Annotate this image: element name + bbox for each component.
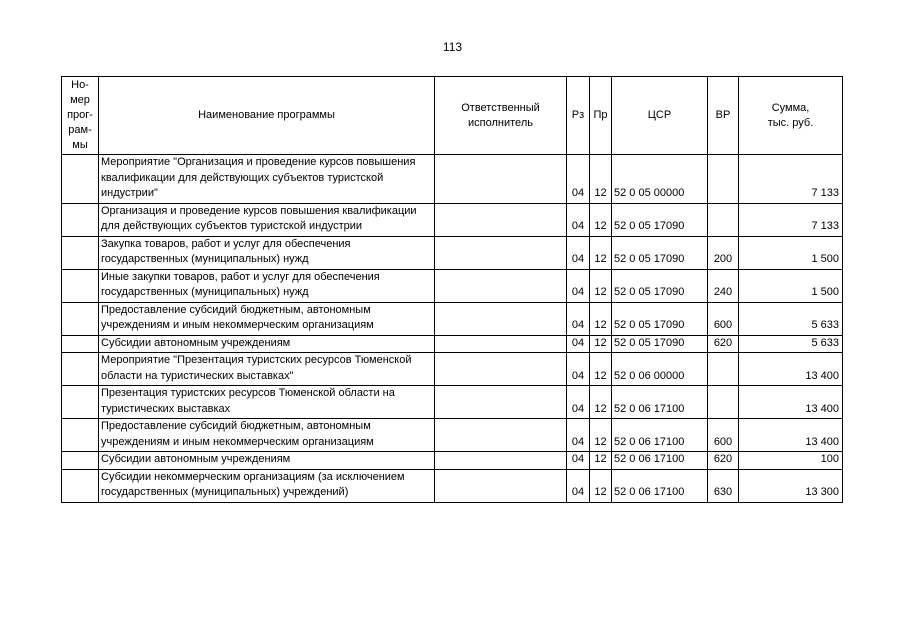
cell-executor bbox=[435, 452, 567, 470]
cell-rz: 04 bbox=[567, 386, 590, 419]
cell-name: Мероприятие "Презентация туристских ресурсов Тюменской области на туристических выставках" bbox=[99, 353, 435, 386]
table-row bbox=[62, 155, 843, 204]
cell-sum: 13 400 bbox=[739, 353, 843, 386]
cell-rz: 04 bbox=[567, 269, 590, 302]
cell-rz: 04 bbox=[567, 469, 590, 502]
header-pr: Пр bbox=[590, 77, 612, 155]
cell-csr: 52 0 05 17090 bbox=[612, 302, 708, 335]
cell-vr: 600 bbox=[708, 419, 739, 452]
cell-number bbox=[62, 386, 99, 419]
cell-csr: 52 0 05 17090 bbox=[612, 236, 708, 269]
cell-pr: 12 bbox=[590, 302, 612, 335]
cell-rz: 04 bbox=[567, 203, 590, 236]
cell-vr: 240 bbox=[708, 269, 739, 302]
cell-sum: 7 133 bbox=[739, 203, 843, 236]
cell-csr: 52 0 06 17100 bbox=[612, 452, 708, 470]
cell-rz: 04 bbox=[567, 302, 590, 335]
header-executor: Ответственный исполнитель bbox=[435, 77, 567, 155]
cell-sum: 1 500 bbox=[739, 236, 843, 269]
cell-number bbox=[62, 469, 99, 502]
cell-vr: 200 bbox=[708, 236, 739, 269]
cell-csr: 52 0 06 17100 bbox=[612, 469, 708, 502]
cell-executor bbox=[435, 469, 567, 502]
cell-name: Иные закупки товаров, работ и услуг для обеспечения государственных (муниципальных) нужд bbox=[99, 269, 435, 302]
cell-executor bbox=[435, 335, 567, 353]
cell-pr: 12 bbox=[590, 353, 612, 386]
cell-number bbox=[62, 269, 99, 302]
header-row bbox=[62, 77, 843, 155]
cell-sum: 5 633 bbox=[739, 302, 843, 335]
cell-pr: 12 bbox=[590, 236, 612, 269]
cell-executor bbox=[435, 419, 567, 452]
cell-sum: 13 400 bbox=[739, 386, 843, 419]
budget-table bbox=[61, 76, 843, 503]
cell-pr: 12 bbox=[590, 155, 612, 204]
cell-name: Субсидии автономным учреждениям bbox=[99, 452, 435, 470]
table-row bbox=[62, 203, 843, 236]
cell-sum: 7 133 bbox=[739, 155, 843, 204]
cell-vr: 620 bbox=[708, 335, 739, 353]
header-csr: ЦСР bbox=[612, 77, 708, 155]
cell-name: Предоставление субсидий бюджетным, автономным учреждениям и иным некоммерческим организациям bbox=[99, 419, 435, 452]
cell-executor bbox=[435, 353, 567, 386]
cell-number bbox=[62, 236, 99, 269]
table-row bbox=[62, 269, 843, 302]
cell-number bbox=[62, 203, 99, 236]
cell-executor bbox=[435, 236, 567, 269]
cell-pr: 12 bbox=[590, 386, 612, 419]
cell-vr: 630 bbox=[708, 469, 739, 502]
cell-pr: 12 bbox=[590, 335, 612, 353]
cell-vr: 600 bbox=[708, 302, 739, 335]
cell-rz: 04 bbox=[567, 155, 590, 204]
cell-sum: 100 bbox=[739, 452, 843, 470]
cell-sum: 5 633 bbox=[739, 335, 843, 353]
table-row bbox=[62, 236, 843, 269]
cell-rz: 04 bbox=[567, 335, 590, 353]
cell-name: Предоставление субсидий бюджетным, автономным учреждениям и иным некоммерческим организациям bbox=[99, 302, 435, 335]
header-number: Но- мер прог- рам- мы bbox=[62, 77, 99, 155]
cell-csr: 52 0 05 17090 bbox=[612, 203, 708, 236]
cell-number bbox=[62, 353, 99, 386]
cell-vr: 620 bbox=[708, 452, 739, 470]
table-row bbox=[62, 419, 843, 452]
header-vr: ВР bbox=[708, 77, 739, 155]
cell-csr: 52 0 05 17090 bbox=[612, 269, 708, 302]
cell-executor bbox=[435, 386, 567, 419]
cell-csr: 52 0 06 17100 bbox=[612, 419, 708, 452]
cell-vr bbox=[708, 155, 739, 204]
table-row bbox=[62, 302, 843, 335]
table-row bbox=[62, 353, 843, 386]
cell-sum: 13 300 bbox=[739, 469, 843, 502]
table-row bbox=[62, 452, 843, 470]
cell-name: Организация и проведение курсов повышения квалификации для действующих субъектов туристской индустрии bbox=[99, 203, 435, 236]
table-row bbox=[62, 469, 843, 502]
cell-number bbox=[62, 302, 99, 335]
cell-pr: 12 bbox=[590, 269, 612, 302]
cell-number bbox=[62, 335, 99, 353]
cell-executor bbox=[435, 302, 567, 335]
cell-pr: 12 bbox=[590, 469, 612, 502]
cell-csr: 52 0 06 00000 bbox=[612, 353, 708, 386]
cell-vr bbox=[708, 386, 739, 419]
cell-name: Презентация туристских ресурсов Тюменской области на туристических выставках bbox=[99, 386, 435, 419]
cell-csr: 52 0 06 17100 bbox=[612, 386, 708, 419]
table-row bbox=[62, 335, 843, 353]
header-name: Наименование программы bbox=[99, 77, 435, 155]
cell-executor bbox=[435, 269, 567, 302]
cell-csr: 52 0 05 17090 bbox=[612, 335, 708, 353]
cell-rz: 04 bbox=[567, 419, 590, 452]
cell-rz: 04 bbox=[567, 236, 590, 269]
header-rz: Рз bbox=[567, 77, 590, 155]
cell-sum: 13 400 bbox=[739, 419, 843, 452]
cell-rz: 04 bbox=[567, 353, 590, 386]
cell-pr: 12 bbox=[590, 452, 612, 470]
table-row bbox=[62, 386, 843, 419]
cell-pr: 12 bbox=[590, 203, 612, 236]
cell-executor bbox=[435, 155, 567, 204]
cell-csr: 52 0 05 00000 bbox=[612, 155, 708, 204]
cell-number bbox=[62, 452, 99, 470]
cell-number bbox=[62, 155, 99, 204]
cell-vr bbox=[708, 353, 739, 386]
cell-sum: 1 500 bbox=[739, 269, 843, 302]
cell-rz: 04 bbox=[567, 452, 590, 470]
header-sum: Сумма, тыс. руб. bbox=[739, 77, 843, 155]
cell-executor bbox=[435, 203, 567, 236]
cell-vr bbox=[708, 203, 739, 236]
cell-name: Мероприятие "Организация и проведение курсов повышения квалификации для действующих субъектов туристской индустрии" bbox=[99, 155, 435, 204]
page-number: 113 bbox=[442, 40, 463, 54]
cell-pr: 12 bbox=[590, 419, 612, 452]
cell-name: Субсидии некоммерческим организациям (за исключением государственных (муниципальных) учреждений) bbox=[99, 469, 435, 502]
cell-name: Субсидии автономным учреждениям bbox=[99, 335, 435, 353]
cell-number bbox=[62, 419, 99, 452]
cell-name: Закупка товаров, работ и услуг для обеспечения государственных (муниципальных) нужд bbox=[99, 236, 435, 269]
